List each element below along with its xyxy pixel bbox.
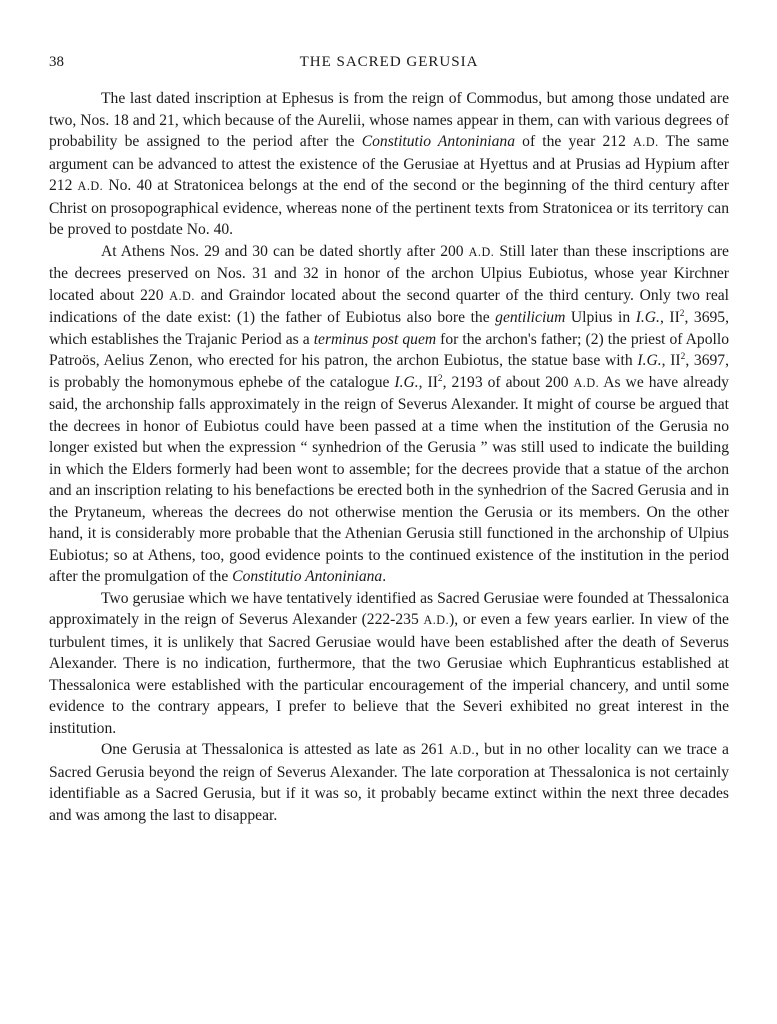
text-run: At Athens Nos. 29 and 30 can be dated shortly after 200 xyxy=(101,242,469,260)
text-run: , II xyxy=(659,309,680,326)
text-run: , 3695, which establishes the Trajanic Period as a xyxy=(49,309,729,348)
paragraph xyxy=(49,739,729,826)
paragraph xyxy=(49,88,729,241)
paragraph xyxy=(49,241,729,588)
page-number: 38 xyxy=(49,54,64,70)
text-run: for the archon's father; (2) the priest of Apollo Patroös, Aelius Zenon, who erected for his patron, the archon Eubiotus, the statue base with xyxy=(49,330,729,369)
text-run: of the year 212 xyxy=(515,133,634,150)
small-caps-text: A.D. xyxy=(633,135,659,149)
small-caps-text: A.D. xyxy=(468,244,495,259)
text-run: , 2193 of about 200 xyxy=(442,373,574,391)
body-text xyxy=(49,88,729,826)
text-run: Two gerusiae which we have tentatively identified as Sacred Gerusiae were founded at Thessalonica approximately in the reign of Severus Alexander (222-235 xyxy=(49,589,729,628)
text-run: The last dated inscription at Ephesus is from the reign of Commodus, but among those undated are two, Nos. 18 and 21, which because of the Aurelii, whose names appear in them, can with various degrees of probability be assigned to the period after the xyxy=(49,90,729,150)
italic-text: gentilicium xyxy=(495,309,566,326)
italic-text: Constitutio Antoniniana xyxy=(232,568,383,585)
text-run: The same argument can be advanced to attest the existence of the Gerusiae at Hyettus and at Prusias ad Hypium after 212 xyxy=(49,133,729,194)
text-run: Ulpius in xyxy=(565,309,636,326)
paragraph xyxy=(49,588,729,740)
superscript: 2 xyxy=(680,351,686,362)
text-run: No. 40 at Stratonicea belongs at the end of the second or the beginning of the third century after Christ on prosopographical evidence, whereas none of the pertinent texts from Stratonicea or its territory can be proved to postdate No. 40. xyxy=(49,177,729,238)
small-caps-text: A.D. xyxy=(449,743,476,757)
text-run: , 3697, is probably the homonymous ephebe of the catalogue xyxy=(49,352,729,391)
italic-text: I.G. xyxy=(637,352,662,369)
italic-text: I.G. xyxy=(394,373,419,391)
italic-text: Constitutio Antoniniana xyxy=(361,133,515,150)
small-caps-text: A.D. xyxy=(77,179,104,193)
text-run: , but in no other locality can we trace a Sacred Gerusia beyond the reign of Severus Alexander. The late corporation at Thessalonica is not certainly identifiable as a Sacred Gerusia, but if it was so, it probably became extinct within the next three decades and was among the last to disappear. xyxy=(49,741,729,824)
running-title: THE SACRED GERUSIA xyxy=(299,54,479,70)
superscript: 2 xyxy=(437,373,443,384)
text-run: . xyxy=(382,568,387,585)
text-run: , II xyxy=(661,352,681,369)
superscript: 2 xyxy=(679,308,685,319)
text-run: Still later than these inscriptions are the decrees preserved on Nos. 31 and 32 in honor of the archon Ulpius Eubiotus, whose year Kirchner located about 220 xyxy=(49,242,729,304)
text-run: , II xyxy=(418,373,438,391)
text-run: As we have already said, the archonship falls approximately in the reign of Severus Alexander. It might of course be argued that the decrees in honor of Eubiotus could have been passed at a time when the institution of the Gerusia no longer existed but when the expression “ synhedrion of the Gerusia ” was still used to indicate the building in which the Elders formerly had been wont to assemble; for the decrees provide that a statue of the archon and an inscription relating to his benefactions be erected both in the synhedrion of the Sacred Gerusia and in the Prytaneum, whereas the decrees do not otherwise mention the Gerusia or its members. On the other hand, it is considerably more probable that the Athenian Gerusia still functioned in the archonship of Ulpius Eubiotus; so at Athens, too, good evidence points to the continued existence of the institution in the period after the promulgation of the xyxy=(49,373,729,585)
small-caps-text: A.D. xyxy=(573,375,600,390)
text-run: One Gerusia at Thessalonica is attested as late as 261 xyxy=(101,741,450,758)
small-caps-text: A.D. xyxy=(423,613,450,627)
italic-text: I.G. xyxy=(635,309,660,326)
text-run: ), or even a few years earlier. In view of the turbulent times, it is unlikely that Sacred Gerusiae would have been established after the death of Severus Alexander. There is no indication, furthermore, that the two Gerusiae which Euphranticus established at Thessalonica were established with the particular encouragement of the imperial chancery, and until some evidence to the contrary appears, I prefer to believe that the Severi exhibited no great interest in the institution. xyxy=(49,611,729,737)
text-run: and Graindor located about the second quarter of the third century. Only two real indications of the date exist: (1) the father of Eubiotus also bore the xyxy=(49,286,729,326)
small-caps-text: A.D. xyxy=(169,288,195,303)
italic-text: terminus post quem xyxy=(313,330,437,348)
